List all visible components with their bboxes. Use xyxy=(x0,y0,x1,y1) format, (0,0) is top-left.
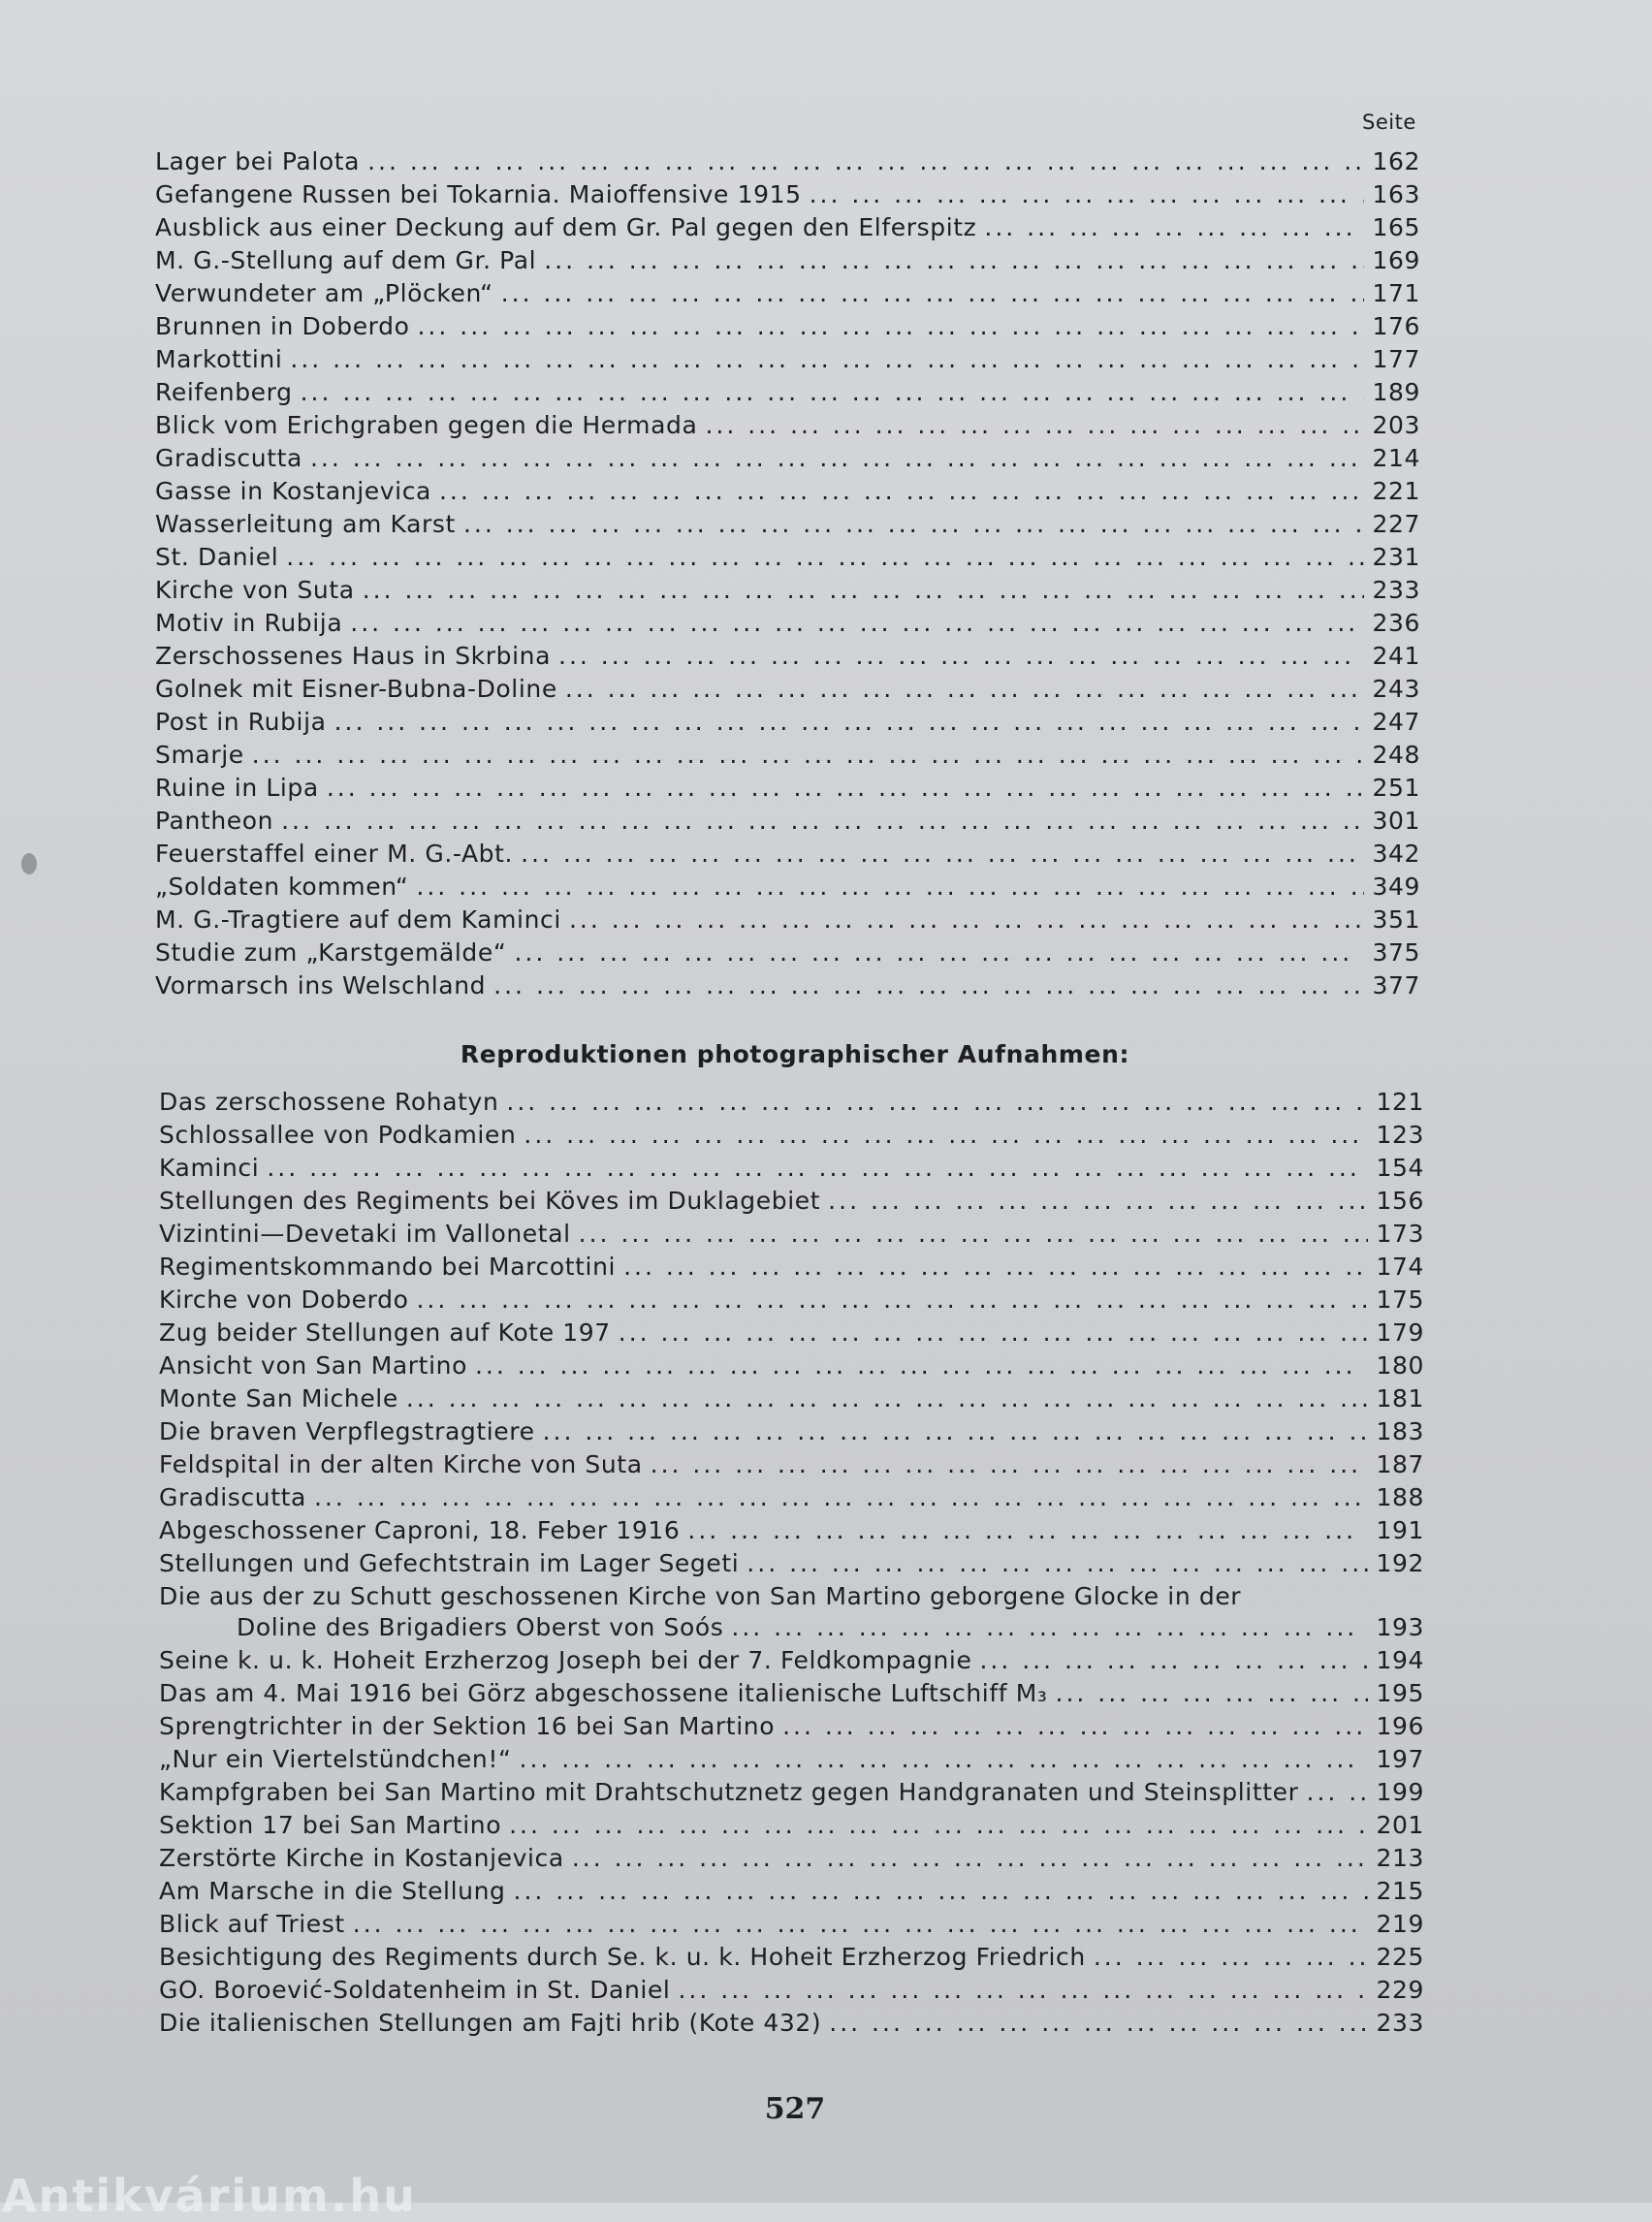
entry-page-number: 191 xyxy=(1376,1516,1424,1544)
dot-leader xyxy=(310,442,1365,475)
illustration-entry xyxy=(155,178,1420,211)
photo-entry xyxy=(159,1875,1424,1908)
dot-leader xyxy=(363,574,1365,607)
entry-page-number: 233 xyxy=(1376,2009,1424,2037)
illustration-entry xyxy=(155,574,1420,607)
entry-page-number: 171 xyxy=(1372,279,1420,307)
entry-title: Zug beider Stellungen auf Kote 197 xyxy=(159,1318,611,1347)
entry-title: GO. Boroević-Soldatenheim in St. Daniel xyxy=(159,1976,671,2004)
entry-page-number: 163 xyxy=(1372,180,1420,208)
entry-page-number: 349 xyxy=(1372,873,1420,901)
entry-page-number: 173 xyxy=(1376,1220,1424,1248)
dot-leader xyxy=(301,376,1365,409)
photos-list xyxy=(159,1086,1424,2040)
dot-leader xyxy=(619,1317,1369,1349)
entry-page-number: 193 xyxy=(1376,1613,1424,1641)
photo-entry xyxy=(159,1218,1424,1251)
entry-page-number: 213 xyxy=(1376,1844,1424,1872)
entry-title: Das zerschossene Rohatyn xyxy=(159,1088,499,1116)
dot-leader xyxy=(367,145,1364,178)
dot-leader xyxy=(572,1842,1369,1875)
dot-leader xyxy=(281,805,1364,838)
entry-page-number: 177 xyxy=(1372,345,1420,373)
dot-leader xyxy=(350,607,1364,640)
entry-title: Monte San Michele xyxy=(159,1384,398,1413)
entry-title: Gradiscutta xyxy=(159,1483,306,1511)
photo-entry xyxy=(159,1448,1424,1481)
entry-title: Wasserleitung am Karst xyxy=(155,510,456,538)
entry-title: Vormarsch ins Welschland xyxy=(155,971,487,1000)
illustration-entry xyxy=(155,904,1420,936)
entry-page-number: 219 xyxy=(1376,1910,1424,1938)
entry-page-number: 154 xyxy=(1376,1154,1424,1182)
photo-entry xyxy=(159,1710,1424,1743)
dot-leader xyxy=(521,838,1364,871)
dot-leader xyxy=(353,1908,1369,1941)
illustration-entry xyxy=(155,277,1420,310)
entry-title: Smarje xyxy=(155,741,244,769)
entry-title: Verwundeter am „Plöcken“ xyxy=(155,279,493,307)
entry-title: Das am 4. Mai 1916 bei Görz abgeschossene italienische Luftschiff M₃ xyxy=(159,1679,1048,1707)
dot-leader xyxy=(334,706,1365,739)
entry-page-number: 195 xyxy=(1376,1679,1424,1707)
dot-leader xyxy=(520,1743,1369,1776)
dot-leader xyxy=(984,211,1364,244)
dot-leader xyxy=(1094,1941,1369,1974)
entry-title: Zerstörte Kirche in Kostanjevica xyxy=(159,1844,564,1872)
entry-page-number: 192 xyxy=(1376,1549,1424,1577)
dot-leader xyxy=(501,277,1365,310)
entry-page-number: 229 xyxy=(1376,1976,1424,2004)
photo-entry xyxy=(159,1743,1424,1776)
entry-title: Brunnen in Doberdo xyxy=(155,312,410,340)
photo-entry xyxy=(159,1941,1424,1974)
entry-page-number: 175 xyxy=(1376,1286,1424,1314)
illustration-entry xyxy=(155,739,1420,772)
dot-leader xyxy=(782,1710,1368,1743)
entry-page-number: 243 xyxy=(1372,675,1420,703)
entry-page-number: 342 xyxy=(1372,840,1420,868)
photo-entry xyxy=(159,1415,1424,1448)
entry-page-number: 247 xyxy=(1372,708,1420,736)
entry-page-number: 199 xyxy=(1376,1778,1424,1806)
illustration-entry xyxy=(155,871,1420,904)
dot-leader xyxy=(579,1218,1369,1251)
illustration-entry xyxy=(155,508,1420,541)
dot-leader xyxy=(623,1251,1368,1284)
entry-title: Kampfgraben bei San Martino mit Drahtschutznetz gegen Handgranaten und Steinsplitter xyxy=(159,1778,1299,1806)
photos-section-heading: Reproduktionen photographischer Aufnahmen: xyxy=(460,1040,1130,1068)
entry-page-number: 188 xyxy=(1376,1483,1424,1511)
entry-page-number: 351 xyxy=(1372,905,1420,934)
entry-title: Die aus der zu Schutt geschossenen Kirche von San Martino geborgene Glocke in der xyxy=(159,1582,1242,1610)
illustration-entry xyxy=(155,211,1420,244)
entry-page-number: 174 xyxy=(1376,1253,1424,1281)
entry-page-number: 233 xyxy=(1372,576,1420,604)
entry-title: Ansicht von San Martino xyxy=(159,1351,467,1380)
dot-leader xyxy=(1307,1776,1369,1809)
entry-title: Am Marsche in die Stellung xyxy=(159,1877,506,1905)
entry-page-number: 214 xyxy=(1372,444,1420,472)
dot-leader xyxy=(514,1875,1369,1908)
dot-leader xyxy=(678,1974,1368,2007)
entry-page-number: 169 xyxy=(1372,246,1420,274)
illustration-entry xyxy=(155,145,1420,178)
dot-leader xyxy=(506,1086,1368,1119)
page-column-header: Seite xyxy=(1362,111,1416,134)
binding-hole-mark xyxy=(21,853,37,874)
illustration-entry xyxy=(155,673,1420,706)
illustration-entry xyxy=(155,838,1420,871)
entry-page-number: 194 xyxy=(1376,1646,1424,1674)
dot-leader xyxy=(475,1349,1368,1382)
dot-leader xyxy=(524,1119,1368,1152)
page-number: 527 xyxy=(764,2092,826,2126)
dot-leader xyxy=(286,541,1364,574)
entry-title: Zerschossenes Haus in Skrbina xyxy=(155,642,552,670)
entry-page-number: 375 xyxy=(1372,938,1420,967)
entry-title: M. G.-Tragtiere auf dem Kaminci xyxy=(155,905,561,934)
photo-entry xyxy=(159,1974,1424,2007)
photo-entry xyxy=(159,1284,1424,1317)
dot-leader xyxy=(509,1809,1368,1842)
entry-title: Blick auf Triest xyxy=(159,1910,345,1938)
illustration-entry xyxy=(155,969,1420,1002)
entry-title: Sprengtrichter in der Sektion 16 bei San Martino xyxy=(159,1712,776,1740)
photo-entry xyxy=(159,1251,1424,1284)
entry-title: Gasse in Kostanjevica xyxy=(155,477,431,505)
dot-leader xyxy=(290,343,1364,376)
dot-leader xyxy=(267,1152,1368,1185)
watermark: Antikvárium.hu xyxy=(2,2170,417,2222)
dot-leader xyxy=(829,2007,1368,2040)
entry-title: Seine k. u. k. Hoheit Erzherzog Joseph bei der 7. Feldkompagnie xyxy=(159,1646,972,1674)
entry-title: Vizintini—Devetaki im Vallonetal xyxy=(159,1220,571,1248)
entry-title: Studie zum „Karstgemälde“ xyxy=(155,938,507,967)
entry-page-number: 221 xyxy=(1372,477,1420,505)
illustration-entry xyxy=(155,442,1420,475)
entry-title: Kirche von Suta xyxy=(155,576,355,604)
photo-entry xyxy=(159,1514,1424,1547)
illustration-entry xyxy=(155,475,1420,508)
illustration-entry xyxy=(155,541,1420,574)
entry-title: Pantheon xyxy=(155,807,274,835)
entry-page-number: 180 xyxy=(1376,1351,1424,1380)
entry-title: Abgeschossener Caproni, 18. Feber 1916 xyxy=(159,1516,681,1544)
entry-title: Post in Rubija xyxy=(155,708,327,736)
entry-page-number: 165 xyxy=(1372,213,1420,241)
dot-leader xyxy=(731,1611,1368,1644)
illustration-entry xyxy=(155,936,1420,969)
photo-entry xyxy=(159,1152,1424,1185)
photo-entry xyxy=(159,1776,1424,1809)
entry-title: Golnek mit Eisner-Bubna-Doline xyxy=(155,675,557,703)
entry-title: Ruine in Lipa xyxy=(155,774,319,802)
illustration-entry xyxy=(155,343,1420,376)
entry-title: Doline des Brigadiers Oberst von Soós xyxy=(237,1613,724,1641)
photo-entry xyxy=(159,1677,1424,1710)
entry-title: St. Daniel xyxy=(155,543,279,571)
photo-entry xyxy=(159,1908,1424,1941)
dot-leader xyxy=(416,871,1364,904)
dot-leader xyxy=(406,1382,1369,1415)
photo-entry xyxy=(159,1481,1424,1514)
dot-leader xyxy=(439,475,1364,508)
entry-page-number: 176 xyxy=(1372,312,1420,340)
illustration-entry xyxy=(155,409,1420,442)
entry-title: Kaminci xyxy=(159,1154,260,1182)
dot-leader xyxy=(252,739,1365,772)
entry-page-number: 183 xyxy=(1376,1417,1424,1445)
dot-leader xyxy=(687,1514,1368,1547)
entry-title: Sektion 17 bei San Martino xyxy=(159,1811,502,1839)
dot-leader xyxy=(828,1185,1368,1218)
entry-title: Besichtigung des Regiments durch Se. k. u. k. Hoheit Erzherzog Friedrich xyxy=(159,1943,1086,1971)
entry-page-number: 179 xyxy=(1376,1318,1424,1347)
photo-entry xyxy=(159,1086,1424,1119)
entry-page-number: 196 xyxy=(1376,1712,1424,1740)
dot-leader xyxy=(651,1448,1369,1481)
dot-leader xyxy=(493,969,1364,1002)
dot-leader xyxy=(705,409,1364,442)
entry-title: Ausblick aus einer Deckung auf dem Gr. Pal gegen den Elferspitz xyxy=(155,213,977,241)
entry-page-number: 181 xyxy=(1376,1384,1424,1413)
dot-leader xyxy=(463,508,1365,541)
entry-title: Regimentskommando bei Marcottini xyxy=(159,1253,617,1281)
entry-title: Stellungen des Regiments bei Köves im Duklagebiet xyxy=(159,1187,821,1215)
entry-page-number: 203 xyxy=(1372,411,1420,439)
photo-entry xyxy=(159,1382,1424,1415)
photo-entry xyxy=(159,1809,1424,1842)
illustration-entry xyxy=(155,805,1420,838)
illustration-entry xyxy=(155,772,1420,805)
entry-page-number: 236 xyxy=(1372,609,1420,637)
photo-entry xyxy=(159,2007,1424,2040)
entry-title: Lager bei Palota xyxy=(155,147,361,175)
entry-title: Feldspital in der alten Kirche von Suta xyxy=(159,1450,643,1478)
dot-leader xyxy=(416,1284,1368,1317)
entry-page-number: 215 xyxy=(1376,1877,1424,1905)
entry-page-number: 156 xyxy=(1376,1187,1424,1215)
photo-entry xyxy=(159,1580,1424,1611)
entry-page-number: 162 xyxy=(1372,147,1420,175)
entry-title: Die italienischen Stellungen am Fajti hrib (Kote 432) xyxy=(159,2009,822,2037)
photo-entry xyxy=(159,1842,1424,1875)
dot-leader xyxy=(543,1415,1369,1448)
entry-page-number: 187 xyxy=(1376,1450,1424,1478)
dot-leader xyxy=(514,936,1364,969)
entry-title: Motiv in Rubija xyxy=(155,609,343,637)
entry-page-number: 201 xyxy=(1376,1811,1424,1839)
dot-leader xyxy=(558,640,1364,673)
dot-leader xyxy=(1056,1677,1369,1710)
entry-title: Stellungen und Gefechtstrain im Lager Segeti xyxy=(159,1549,740,1577)
dot-leader xyxy=(544,244,1364,277)
illustration-entry xyxy=(155,376,1420,409)
dot-leader xyxy=(810,178,1365,211)
photo-entry xyxy=(159,1644,1424,1677)
entry-page-number: 123 xyxy=(1376,1121,1424,1149)
photo-entry xyxy=(159,1547,1424,1580)
photo-entry xyxy=(159,1185,1424,1218)
dot-leader xyxy=(569,904,1365,936)
entry-title: Markottini xyxy=(155,345,283,373)
entry-page-number: 225 xyxy=(1376,1943,1424,1971)
photo-entry xyxy=(159,1349,1424,1382)
entry-page-number: 248 xyxy=(1372,741,1420,769)
entry-page-number: 301 xyxy=(1372,807,1420,835)
entry-title: Schlossallee von Podkamien xyxy=(159,1121,517,1149)
entry-page-number: 227 xyxy=(1372,510,1420,538)
dot-leader xyxy=(314,1481,1369,1514)
illustration-entry xyxy=(155,310,1420,343)
dot-leader xyxy=(747,1547,1368,1580)
entry-page-number: 231 xyxy=(1372,543,1420,571)
photo-entry-continued xyxy=(159,1611,1424,1644)
entry-page-number: 377 xyxy=(1372,971,1420,1000)
entry-title: „Soldaten kommen“ xyxy=(155,873,409,901)
entry-title: „Nur ein Viertelstündchen!“ xyxy=(159,1745,512,1773)
dot-leader xyxy=(565,673,1365,706)
illustrations-list xyxy=(155,145,1420,1002)
photo-entry xyxy=(159,1317,1424,1349)
dot-leader xyxy=(417,310,1364,343)
photo-entry xyxy=(159,1119,1424,1152)
entry-page-number: 121 xyxy=(1376,1088,1424,1116)
entry-title: Gradiscutta xyxy=(155,444,302,472)
entry-title: Feuerstaffel einer M. G.-Abt. xyxy=(155,840,514,868)
illustration-entry xyxy=(155,244,1420,277)
dot-leader xyxy=(979,1644,1368,1677)
entry-page-number: 251 xyxy=(1372,774,1420,802)
entry-title: Kirche von Doberdo xyxy=(159,1286,409,1314)
entry-title: Reifenberg xyxy=(155,378,293,406)
entry-title: Blick vom Erichgraben gegen die Hermada xyxy=(155,411,698,439)
entry-page-number: 241 xyxy=(1372,642,1420,670)
entry-title: Gefangene Russen bei Tokarnia. Maioffensive 1915 xyxy=(155,180,802,208)
entry-page-number: 197 xyxy=(1376,1745,1424,1773)
entry-title: Die braven Verpflegstragtiere xyxy=(159,1417,535,1445)
dot-leader xyxy=(327,772,1365,805)
illustration-entry xyxy=(155,706,1420,739)
illustration-entry xyxy=(155,607,1420,640)
illustration-entry xyxy=(155,640,1420,673)
entry-title: M. G.-Stellung auf dem Gr. Pal xyxy=(155,246,537,274)
entry-page-number: 189 xyxy=(1372,378,1420,406)
